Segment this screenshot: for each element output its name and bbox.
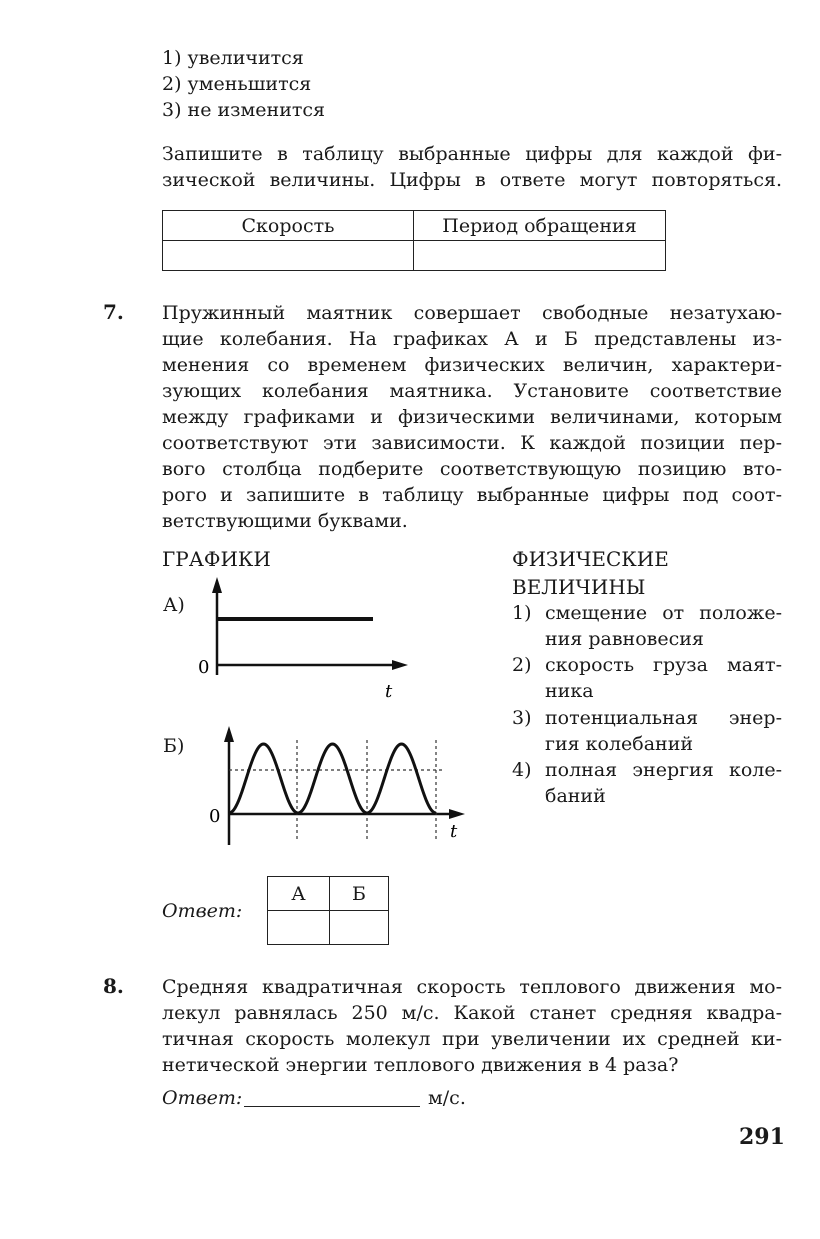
q7-text-line: вого столбца подберите соответствующую позицию вто-	[162, 458, 782, 480]
q7-text-line: соответствуют эти зависимости. К каждой позиции пер-	[162, 432, 782, 454]
quantity-4	[512, 757, 782, 809]
page-number: 291	[739, 1124, 785, 1150]
quantity-2-num: 2)	[512, 654, 532, 676]
graph-b	[195, 720, 485, 850]
q7-text	[162, 300, 782, 534]
quantity-4-line: полная энергия коле-	[545, 759, 782, 781]
q8-text-line: нетической энергии теплового движения в 4 раза?	[162, 1054, 679, 1076]
q7-text-line: Пружинный маятник совершает свободные незатухаю-	[162, 302, 782, 324]
q6-instruction-line: зической величины. Цифры в ответе могут повторяться.	[162, 169, 782, 191]
q7-answer-cell-b[interactable]	[330, 911, 389, 945]
q7-number: 7.	[103, 300, 124, 324]
q7-answer-label: Ответ:	[162, 900, 243, 922]
quantity-3-line: потенциальная энер-	[545, 707, 782, 729]
graph-b-t-label: t	[450, 821, 458, 842]
q6-option-2: 2) уменьшится	[162, 73, 312, 95]
graph-a-label: А)	[163, 594, 185, 616]
q7-answer-header-a: А	[268, 877, 330, 911]
q7-text-line: щие колебания. На графиках А и Б представлены из-	[162, 328, 782, 350]
quantity-1-line: смещение от положе-	[545, 602, 782, 624]
graph-b-x-arrow	[449, 809, 465, 819]
q7-answer-cell-a[interactable]	[268, 911, 330, 945]
q6-answer-cell-speed[interactable]	[163, 241, 414, 271]
q7-text-line: между графиками и физическими величинами, которым	[162, 406, 782, 428]
quantity-2	[512, 652, 782, 704]
q6-instruction-line: Запишите в таблицу выбранные цифры для каждой фи-	[162, 143, 782, 165]
q8-text-line: тичная скорость молекул при увеличении их средней ки-	[162, 1028, 782, 1050]
quantity-1-line: ния равновесия	[545, 628, 704, 650]
q6-option-1: 1) увеличится	[162, 47, 304, 69]
q8-text	[162, 974, 782, 1078]
quantities-heading-line: ВЕЛИЧИНЫ	[512, 575, 646, 599]
q6-option-3: 3) не изменится	[162, 99, 326, 121]
graph-a-t-label: t	[385, 681, 393, 702]
q6-answer-table	[162, 210, 666, 271]
graph-a-y-arrow	[212, 577, 222, 593]
graph-a	[180, 575, 440, 705]
quantity-4-num: 4)	[512, 759, 532, 781]
quantity-3-line: гия колебаний	[545, 733, 694, 755]
q6-instruction	[162, 141, 782, 193]
q8-number: 8.	[103, 974, 124, 998]
quantity-1	[512, 600, 782, 652]
q7-answer-table	[267, 876, 389, 945]
q7-text-line: ветствующими буквами.	[162, 510, 408, 532]
q6-answer-cell-period[interactable]	[414, 241, 666, 271]
q8-unit: м/с.	[428, 1087, 466, 1109]
q6-header-speed: Скорость	[163, 211, 414, 241]
q8-answer-label: Ответ:	[162, 1087, 243, 1109]
quantity-3-num: 3)	[512, 707, 532, 729]
q7-text-line: зующих колебания маятника. Установите соответствие	[162, 380, 782, 402]
quantity-2-line: ника	[545, 680, 594, 702]
q7-answer-header-b: Б	[330, 877, 389, 911]
quantity-4-line: баний	[545, 785, 606, 807]
quantity-3	[512, 705, 782, 757]
q7-text-line: рого и запишите в таблицу выбранные цифры под соот-	[162, 484, 782, 506]
graph-b-y-arrow	[224, 726, 234, 742]
graph-b-curve	[229, 744, 436, 813]
quantities-heading	[512, 545, 669, 601]
graph-a-origin: 0	[198, 657, 210, 678]
graphs-heading: ГРАФИКИ	[162, 547, 271, 571]
quantity-1-num: 1)	[512, 602, 532, 624]
graph-a-x-arrow	[392, 660, 408, 670]
quantities-heading-line: ФИЗИЧЕСКИЕ	[512, 547, 669, 571]
q6-header-period: Период обращения	[414, 211, 666, 241]
q8-text-line: лекул равнялась 250 м/с. Какой станет средняя квадра-	[162, 1002, 782, 1024]
q8-text-line: Средняя квадратичная скорость теплового движения мо-	[162, 976, 782, 998]
graph-b-label: Б)	[163, 735, 185, 757]
q8-answer-field[interactable]	[244, 1106, 420, 1107]
graph-b-origin: 0	[209, 806, 221, 827]
q7-text-line: менения со временем физических величин, характери-	[162, 354, 782, 376]
quantity-2-line: скорость груза маят-	[545, 654, 782, 676]
